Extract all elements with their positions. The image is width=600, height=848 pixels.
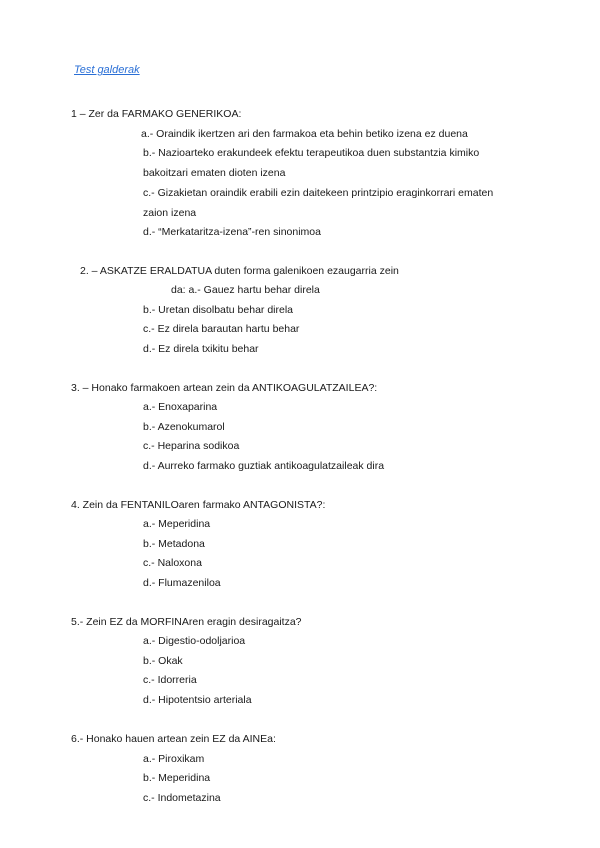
q3-answer-d: d.- Aurreko farmako guztiak antikoagulatzaileak dira	[143, 460, 385, 472]
q1-answer-d: d.- “Merkataritza-izena”-ren sinonimoa	[143, 226, 321, 238]
q4-answer-b: b.- Metadona	[143, 538, 205, 550]
q2-answer-d: d.- Ez direla txikitu behar	[143, 343, 259, 355]
q4-answer-a: a.- Meperidina	[143, 518, 211, 530]
q2-answer-b: b.- Uretan disolbatu behar direla	[143, 304, 294, 316]
question-6: 6.- Honako hauen artean zein EZ da AINEa:	[71, 733, 276, 745]
q2-answer-a: da: a.- Gauez hartu behar direla	[171, 284, 320, 296]
q6-answer-c: c.- Indometazina	[143, 792, 221, 804]
q5-answer-b: b.- Okak	[143, 655, 183, 667]
q2-answer-c: c.- Ez direla barautan hartu behar	[143, 323, 300, 335]
q5-answer-c: c.- Idorreria	[143, 674, 197, 686]
q3-answer-a: a.- Enoxaparina	[143, 401, 218, 413]
q3-answer-b: b.- Azenokumarol	[143, 421, 225, 433]
q1-answer-b-cont: bakoitzari ematen dioten izena	[143, 167, 286, 179]
question-1: 1 – Zer da FARMAKO GENERIKOA:	[71, 108, 242, 120]
q6-answer-b: b.- Meperidina	[143, 772, 211, 784]
question-3: 3. – Honako farmakoen artean zein da ANTIKOAGULATZAILEA?:	[71, 382, 378, 394]
q6-answer-a: a.- Piroxikam	[143, 753, 205, 765]
q1-answer-c-cont: zaion izena	[143, 207, 197, 219]
q1-answer-c: c.- Gizakietan oraindik erabili ezin daitekeen printzipio eraginkorrari ematen	[143, 187, 494, 199]
question-4: 4. Zein da FENTANILOaren farmako ANTAGONISTA?:	[71, 499, 326, 511]
q3-answer-c: c.- Heparina sodikoa	[143, 440, 240, 452]
q5-answer-d: d.- Hipotentsio arteriala	[143, 694, 252, 706]
q1-answer-a: a.- Oraindik ikertzen ari den farmakoa eta behin betiko izena ez duena	[141, 128, 468, 140]
question-2: 2. – ASKATZE ERALDATUA duten forma galenikoen ezaugarria zein	[80, 265, 399, 277]
q5-answer-a: a.- Digestio-odoljarioa	[143, 635, 246, 647]
q4-answer-d: d.- Flumazeniloa	[143, 577, 221, 589]
page-title[interactable]: Test galderak	[74, 64, 140, 76]
q4-answer-c: c.- Naloxona	[143, 557, 202, 569]
question-5: 5.- Zein EZ da MORFINAren eragin desiragaitza?	[71, 616, 302, 628]
q1-answer-b: b.- Nazioarteko erakundeek efektu terapeutikoa duen substantzia kimiko	[143, 147, 480, 159]
